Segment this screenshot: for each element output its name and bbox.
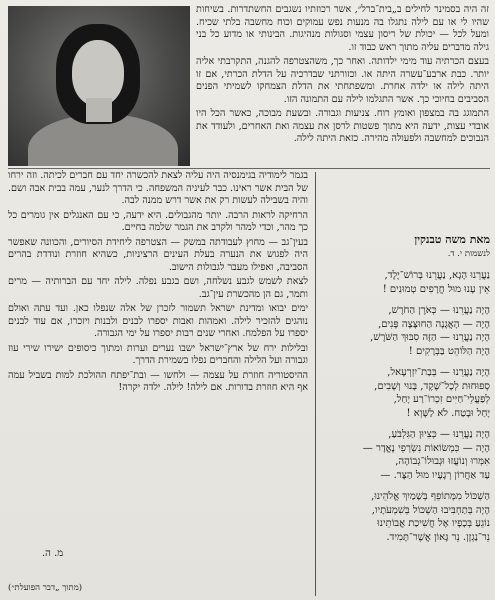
article-paragraph: הרחיקה לראות הרבה. יותר מהגבולים. היא ידעה, כי עם האנגלים אין גומרים כל כך מהר, וכדי למהר ולקרב את הגמר שלמה בחיים.: [8, 209, 308, 233]
article-top-column: [196, 4, 489, 168]
poem-line: נוֹגֵעַ בְּכָפָיו אֶל חֲשִׁיכַת אֲבוֹתֵינוּ: [377, 518, 490, 529]
poem-stanza: [322, 490, 490, 544]
portrait-face: [72, 40, 124, 106]
poem-line: לְפַעֲלֵי־חַיִּים זִכְרוֹ־רַע יָחַל,: [393, 394, 490, 405]
portrait-photo: [8, 6, 190, 166]
poem-stanza: [322, 269, 490, 296]
poem-line: הָיָה נַעֲרֵנוּ — כְּצִיוּן הַגִּלְבֹּעַ,: [388, 429, 490, 440]
article-paragraph: התמוגג בה במצפון ואומץ רוח. צניעות וגבורה. ובשעת מבוכה, כאשר הכל היו אובדי עצות, ידעה היא מתוך פשטות לרסן את עצמה ואת האחרים, ולעודד את הנבוכים למחשבה ולפעולה מהירה. כזאת היתה לילה.: [196, 108, 489, 144]
poem-line: אֵין עָנוּ מוּל חֳרָפִים טְמוּנִים !: [382, 283, 490, 295]
section-divider: [8, 168, 490, 169]
poem-line: הָיָה בְּתַחְבִּיבוּ הַשְׁכּוֹל בְּשִׁמְעֹתָיו,: [371, 504, 490, 516]
portrait-neck: [86, 98, 112, 122]
article-source: (מתוך „דבר הפועלת״): [8, 583, 83, 593]
poem-line: הָיָה נַעֲרֵנוּ — הַזֶּה סִבּוּךְ הַשֹּׁרֶשׁ,: [370, 332, 490, 343]
article-paragraph: זה היה בסמינר לחילים ב„בית־ברל״, אשר רכוזתיו נשגבים החשתדרות. בשיחות שהיו לי או עם לילה נתגלו בה מנעות נפש עמוקים וכוח מחשבה בלתי שכיח. ומעל לכל — יכולת של ריסון עצמי וסגולות מנהיגות. הבינותי או מדוע כל בני גילה מדברים עליה מתוך ראש כבוד זו.: [196, 4, 489, 53]
article-paragraph: בעין־גב — מחוץ לעבודתה במשק — הצטרפה ליחידת הסיורים, והכוונה שאפשר היה לפגוש את הנערה בעלת העינים הרציניות, כשהיא חוזרת ונודדת בהרים הסביבה, ואפילו מעבר לגבולות הישוב.: [8, 236, 308, 273]
article-paragraph: בעצם הכרתיה עוד מימי ילדותה. ואחר כך, משהצטרפה להגנה, התקרבתי אליה יותר. כבת ארבע־עשרה היתה או. וכזורתני שבדרכיה על הדלת הכרתי, אם זו היתה לילה או ילדה אחרת. ומשפתחתי את הדלת הצמחקו לשמיתי הפנים הסביבים בחיוכי כך. אשר התגלמו לילה עם התמונה הזו.: [196, 56, 489, 105]
column-divider: [315, 172, 316, 596]
poem-stanza: [322, 366, 490, 420]
article-paragraph: ובלילות ירח של ארץ־ישראל ישבו נערים וערות ומתוך כיסופים ישירו שירי עוז וגבורה ועל הלילה והחברים נפלו בשמירת הדרך.: [8, 342, 308, 366]
article-left-column: [8, 170, 308, 590]
poem-column: [322, 172, 490, 596]
article-paragraph: לצאת לשמש לגבע נשלחה, ושם בגבע נפלה. לילה יחד עם הברותיה — מרים ותמר, גם הן מהכשרת עין־גב.: [8, 276, 308, 300]
poem-stanzas: [322, 269, 490, 544]
poem-stanza: [322, 304, 490, 358]
poem-line: הָיָה נַעֲרֵנוּ — כְּאֹרֶן הַחֹרֶשׁ,: [388, 305, 490, 316]
poem-line: הַשְׁכּוֹל מִמְּתוֹפֵף בְּשָׁמַיִךְ אֱלֹהֵינוּ,: [371, 491, 490, 502]
poem-dedication: לנשמות י. ד.: [447, 249, 490, 259]
poem-stanza: [322, 428, 490, 482]
poem-title: מאת משה טבנקין: [414, 233, 490, 246]
article-signature: מ. ה.: [42, 548, 64, 559]
poem-line: יָחַל וּבָטַח. לֹא לַשָּׁוְא !: [406, 407, 490, 419]
poem-line: אִמְּרוּ וְנוֹעֲזוּ וּגְבוּלוֹ־גְבוֹהָה,: [395, 456, 490, 467]
poem-line: הָיָה — כִּמְשׂוֹאוֹת נִשְׂרְפֵי נֶאֱדָר —: [362, 442, 490, 454]
poem-line: הָיָה — הָאֲגָנָה הַחוּצָּצָה פָּנִים,: [378, 318, 490, 330]
poem-line: נַעֲרֵנוּ הָגָא, נַעֲרֵנוּ בְּרוֹשׁ־יֶלֶד,: [384, 270, 490, 281]
poem-line: עַד אַחֲרוֹן רְגָעָיו מוּל הַצָּר. —: [380, 469, 490, 481]
article-paragraph: ההיסטוריה חוזרת על עצמה — ולחשו — ובת־יפתח ההולכת למות בשביל עמה אף היא חוזרת בדורות. אם לילה! לילה. ילדה יקרה!: [8, 369, 308, 393]
article-paragraph: בגמר לימודיה בגימנסיה היה עליה לצאת להכשרה יחד עם חברים לכיתה. וזה ירחו של הבית אשר ראינו. כבר לעיניה המשפחה. כי הדרך לנער, עמה בבית אבה ושם. והיה בשבילה לעשות רק את אשר דרש ממנה לבה.: [8, 170, 308, 206]
poem-line: נֵר־נַגְזָן. נֵר גָּאוֹן אֲשֶׁר־תָּמִיד.: [386, 531, 490, 543]
poem-line: סְפוּחוּת לְכָל־שֶׁקֶד, בָּנוּי וְשָׁבִים,: [374, 380, 490, 392]
article-paragraph: ימים יבואו ומדינת ישראל תשמור לזכרן של אלה שנפלו כאן. ועד עתה ואולם נוהגים להזכיר לילה. ואמהות ואבות יספרו לבנים ולבנות ויזכרו, אם עוד לבנים יספרו על הפלמח. ואחרי שנים רבות יספרו על ימי הגבורה.: [8, 303, 308, 339]
poem-line: הָיָה הַלּוֹהֵט בַּבְּרָקִים !: [408, 345, 490, 357]
poem-line: הָיָה נַעֲרֵנוּ — בְּבַת־יִזְרְעֶאל,: [387, 367, 490, 378]
